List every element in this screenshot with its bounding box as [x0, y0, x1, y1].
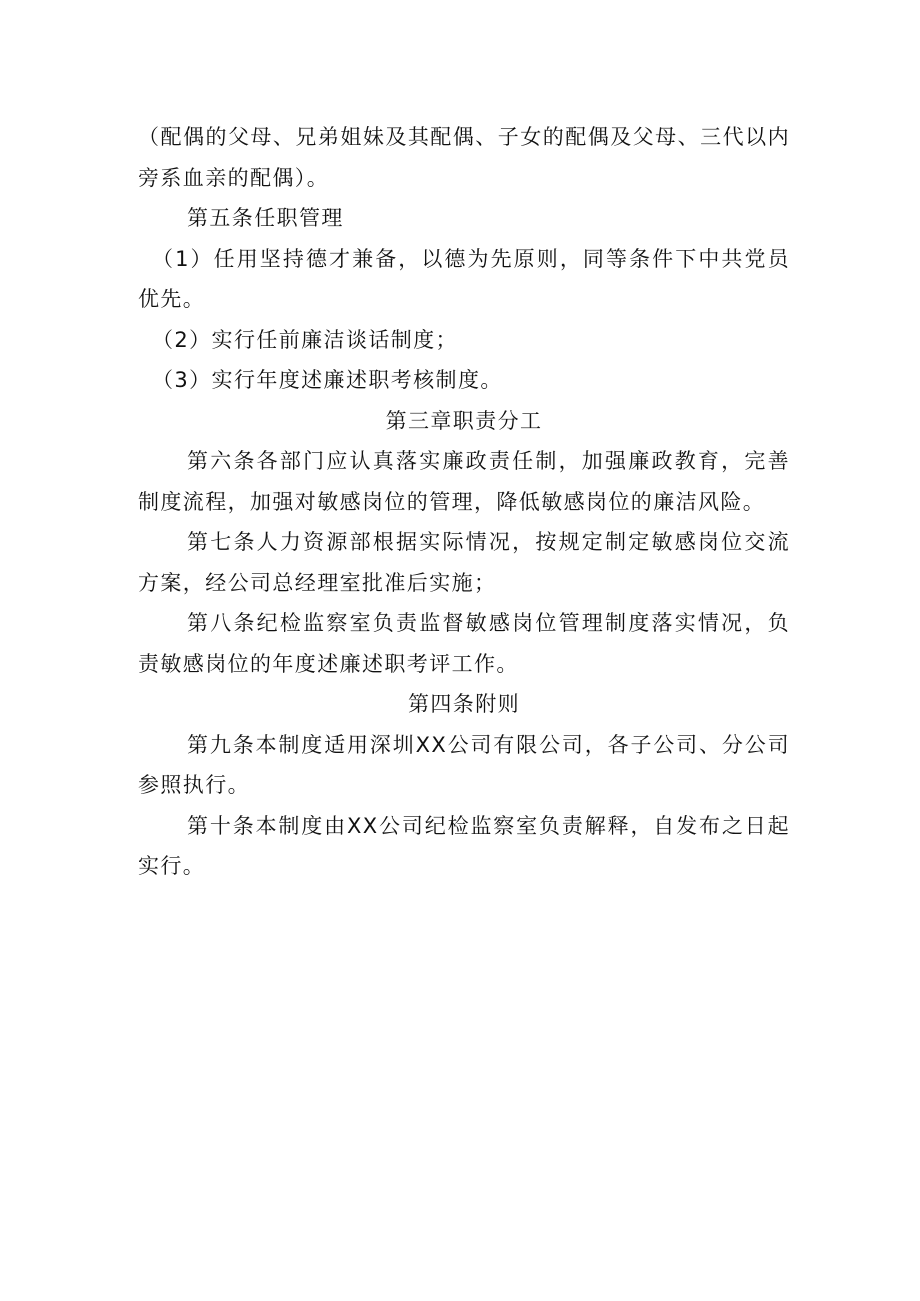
paragraph-relatives-clause: （配偶的父母、兄弟姐妹及其配偶、子女的配偶及父母、三代以内旁系血亲的配偶）。: [138, 125, 790, 190]
article-5-heading: 第五条任职管理: [187, 206, 344, 230]
article-5-item-3: （3）实行年度述廉述职考核制度。: [152, 368, 503, 392]
article-5-item-1: （1）任用坚持德才兼备，以德为先原则，同等条件下中共党员优先。: [138, 246, 790, 311]
article-5-item-2: （2）实行任前廉洁谈话制度；: [152, 327, 458, 352]
document-body: [138, 117, 790, 887]
article-10-paragraph: 第十条本制度由XX公司纪检监察室负责解释，自发布之日起实行。: [138, 813, 790, 878]
article-6-paragraph: 第六条各部门应认真落实廉政责任制，加强廉政教育，完善制度流程，加强对敏感岗位的管理，降低敏感岗位的廉洁风险。: [138, 449, 790, 514]
chapter-3-heading: 第三章职责分工: [385, 408, 543, 433]
article-8-paragraph: 第八条纪检监察室负责监督敏感岗位管理制度落实情况，负责敏感岗位的年度述廉述职考评工作。: [138, 611, 790, 676]
article-9-paragraph: 第九条本制度适用深圳XX公司有限公司，各子公司、分公司参照执行。: [138, 732, 790, 797]
appendix-heading: 第四条附则: [408, 692, 520, 716]
article-7-paragraph: 第七条人力资源部根据实际情况，按规定制定敏感岗位交流方案，经公司总经理室批准后实施；: [138, 530, 790, 595]
